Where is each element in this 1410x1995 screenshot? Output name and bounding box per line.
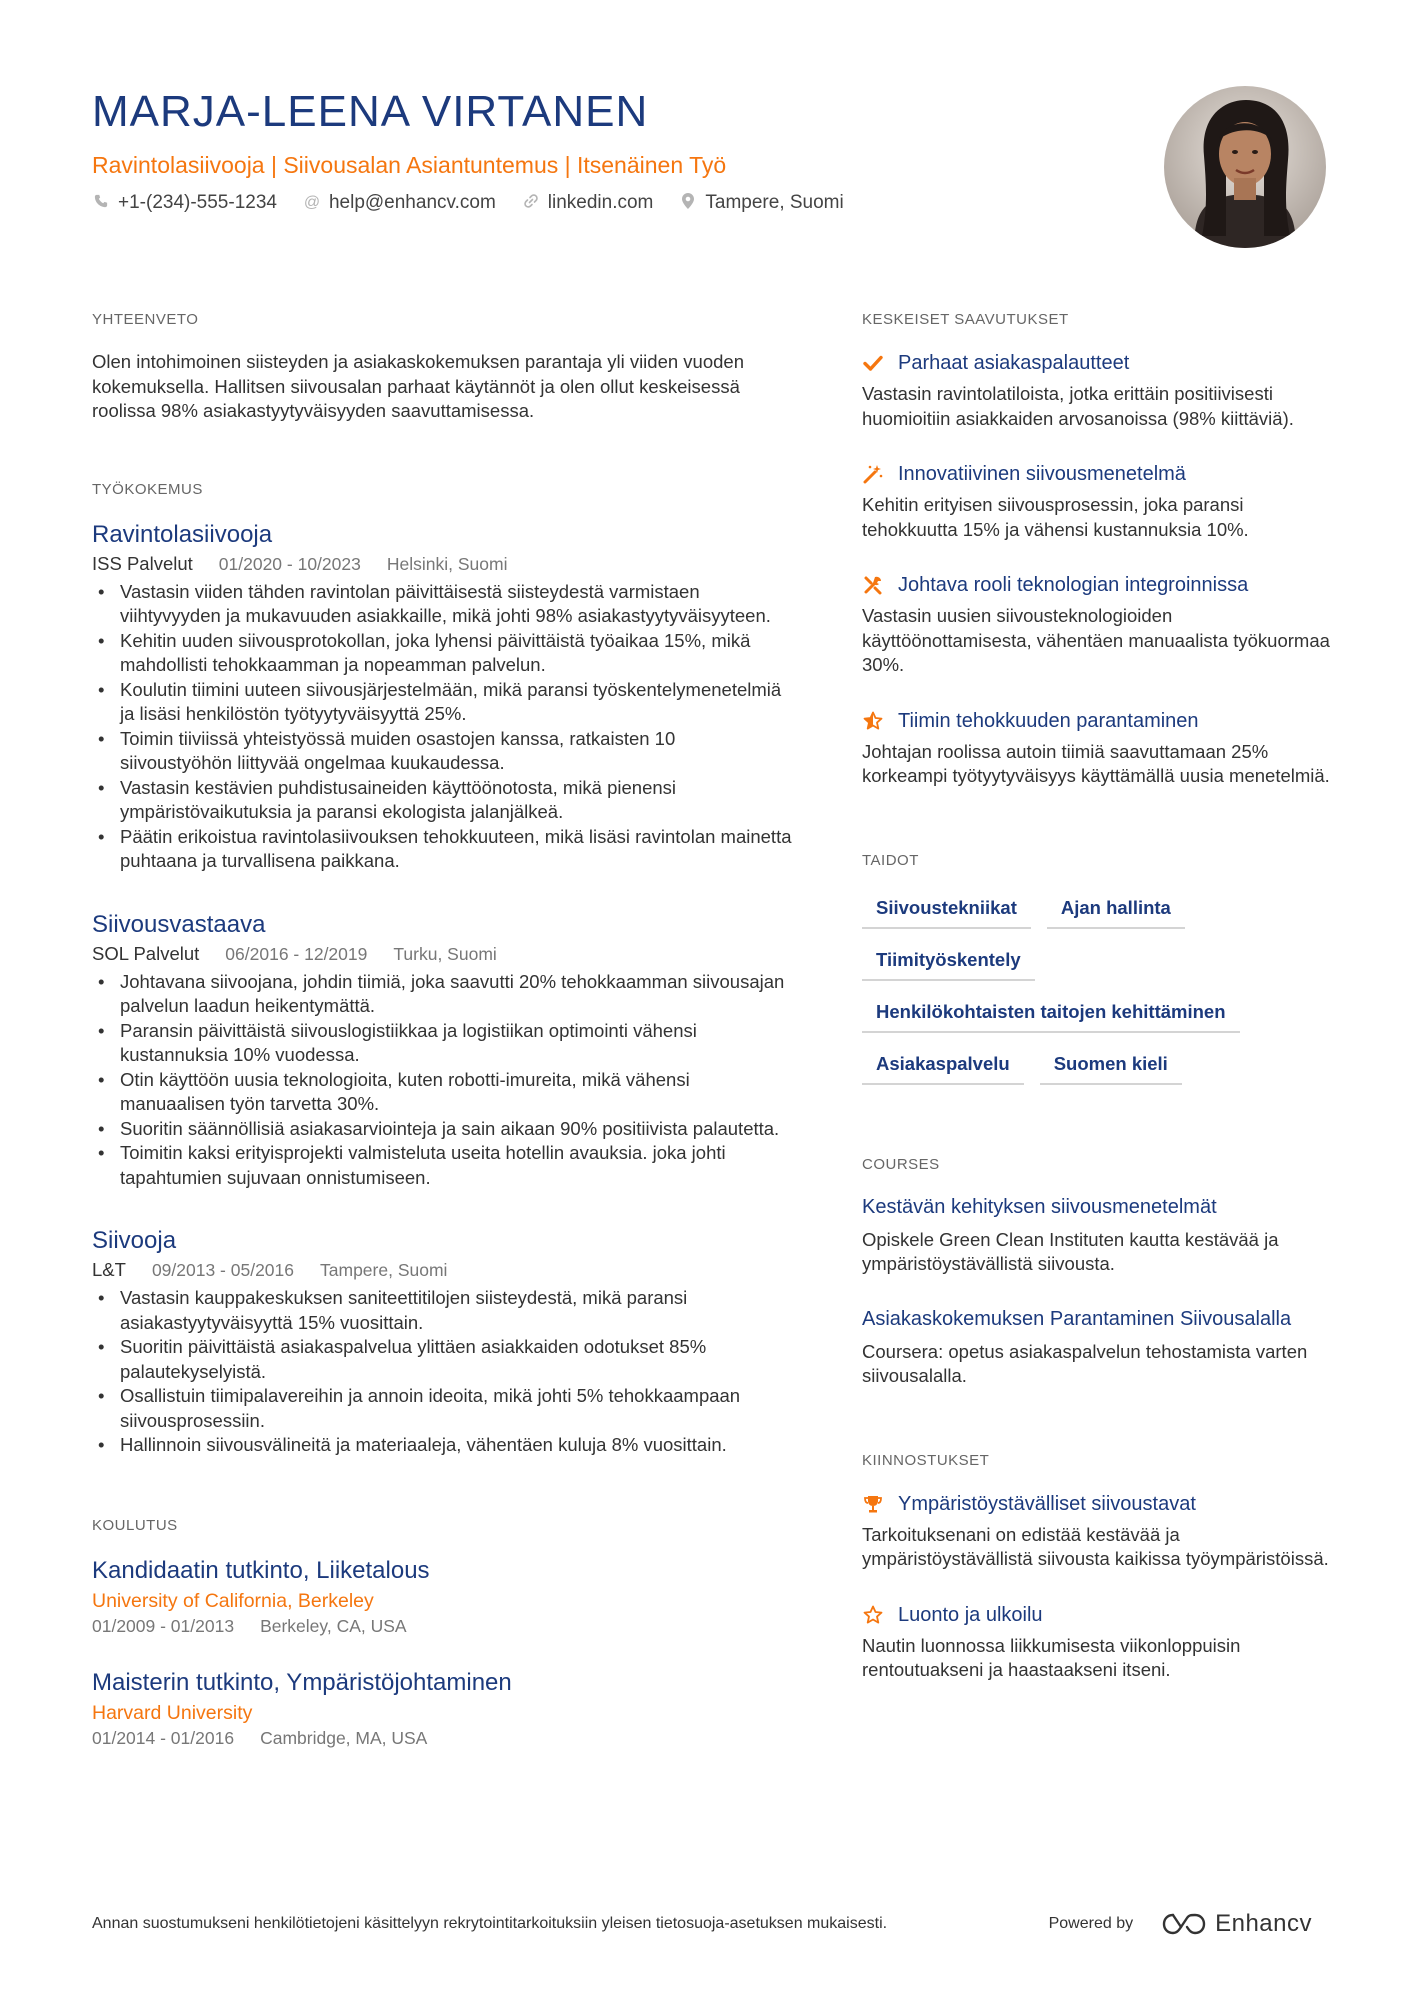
education-degree: Kandidaatin tutkinto, Liiketalous: [92, 1556, 430, 1584]
achievement-title: Innovatiivinen siivousmenetelmä: [898, 463, 1186, 485]
job-location: Helsinki, Suomi: [386, 553, 508, 574]
education-entry: [92, 1556, 792, 1638]
summary-heading: YHTEENVETO: [92, 311, 199, 328]
profile-photo: [1164, 86, 1326, 248]
job-bullet: • Vastasin kestävien puhdistusaineiden käyttöönotosta, mikä pienensi ympäristövaikutuksia ja paransi ekologista jalanjälkeä.: [92, 776, 792, 825]
star-outline-icon: [862, 1604, 884, 1626]
job-dates: 09/2013 - 05/2016: [151, 1260, 295, 1280]
education-dates: 01/2009 - 01/2013: [92, 1615, 235, 1636]
course-item: [862, 1307, 1332, 1389]
job-bullet: • Hallinnoin siivousvälineitä ja materiaaleja, vähentäen kuluja 8% vuosittain.: [92, 1433, 792, 1458]
job-bullets: [92, 580, 792, 874]
email-address: help@enhancv.com: [328, 192, 496, 213]
achievement-title: Parhaat asiakaspalautteet: [898, 352, 1130, 374]
checkmark-icon: [862, 352, 884, 374]
job-company: SOL Palvelut: [92, 942, 200, 964]
summary-text: Olen intohimoinen siisteyden ja asiakaskokemuksen parantaja yli viiden vuoden kokemuksella. Hallitsen siivousalan parhaat käytännöt ja olen ollut keskeisessä roolissa 98% asiakastyytyväisyyden saavuttamisessa.: [92, 351, 744, 421]
achievement-desc: Kehitin erityisen siivousprosessin, joka paransi tehokkuutta 15% ja vähensi kustannuksia 10%.: [862, 494, 1249, 540]
job-location: Turku, Suomi: [393, 943, 497, 964]
candidate-headline: Ravintolasiivooja | Siivousalan Asiantuntemus | Itsenäinen Työ: [92, 152, 727, 178]
skill-tag: Asiakaspalvelu: [862, 1045, 1024, 1085]
job-meta: [92, 1258, 792, 1282]
job-bullet: • Johtavana siivoojana, johdin tiimiä, joka saavutti 20% tehokkaamman siivousajan palvelun laadun heikentymättä.: [92, 970, 792, 1019]
skills-list: [862, 889, 1332, 1097]
interests-heading: KIINNOSTUKSET: [862, 1451, 990, 1469]
left-column: [92, 310, 792, 1750]
skill-tag: Tiimityöskentely: [862, 941, 1035, 981]
powered-by[interactable]: [1049, 1910, 1312, 1938]
contact-row: [92, 192, 1152, 214]
job-bullet: • Toimin tiiviissä yhteistyössä muiden osastojen kanssa, ratkaisten 10 siivoustyöhön liittyvää ongelmaa kuukaudessa.: [92, 727, 792, 776]
achievements-heading: KESKEISET SAAVUTUKSET: [862, 311, 1069, 328]
brand-name: Enhancv: [1215, 1910, 1312, 1937]
skill-tag: Suomen kieli: [1040, 1045, 1182, 1085]
job-title: Ravintolasiivooja: [92, 520, 273, 548]
contact-location: [679, 192, 843, 214]
job-meta: [92, 942, 792, 966]
achievement-title: Tiimin tehokkuuden parantaminen: [898, 709, 1199, 732]
trophy-icon: [862, 1493, 884, 1515]
job-bullet: • Vastasin viiden tähden ravintolan päivittäisestä siisteydestä varmistaen viihtyvyyden ja mukavuuden asiakkaille, mikä johti 98% asiakastyytyväisyyteen.: [92, 580, 792, 629]
job-dates: 01/2020 - 10/2023: [218, 553, 361, 574]
interest-item: [862, 1491, 1332, 1572]
achievement-item: [862, 350, 1332, 431]
contact-linkedin[interactable]: [522, 192, 654, 214]
tools-icon: [862, 574, 884, 596]
contact-email[interactable]: [303, 192, 496, 214]
skill-tag: Siivoustekniikat: [862, 889, 1031, 929]
achievement-item: [862, 708, 1332, 789]
footer: [92, 1910, 1312, 1938]
courses-section: [862, 1155, 1332, 1389]
job-bullet: • Paransin päivittäistä siivouslogistiikkaa ja logistiikan optimointi vähensi kustannuksia 10% vuodessa.: [92, 1019, 792, 1068]
education-school: University of California, Berkeley: [92, 1589, 374, 1612]
enhancv-logo-icon: [1161, 1912, 1207, 1936]
skill-tag: Ajan hallinta: [1047, 889, 1185, 929]
course-desc: Opiskele Green Clean Instituten kautta kestävää ja ympäristöystävällistä siivousta.: [862, 1228, 1279, 1274]
gdpr-consent-note: Annan suostumukseni henkilötietojeni käsittelyyn rekrytointitarkoituksiin yleisen tietosuoja-asetuksen mukaisesti.: [92, 1915, 888, 1932]
job-meta: [92, 552, 792, 576]
job-company: L&T: [92, 1259, 126, 1280]
course-item: [862, 1195, 1332, 1277]
enhancv-logo: [1161, 1910, 1312, 1938]
interests-section: [862, 1451, 1332, 1683]
right-column: [862, 310, 1332, 1683]
education-section: [92, 1516, 792, 1750]
education-heading: KOULUTUS: [92, 1516, 178, 1534]
achievement-desc: Johtajan roolissa autoin tiimiä saavuttamaan 25% korkeampi työtyytyväisyys käyttämällä uusia menetelmiä.: [862, 740, 1330, 786]
achievements-section: [862, 310, 1332, 789]
interest-item: [862, 1602, 1332, 1683]
job-title: Siivousvastaava: [92, 910, 266, 938]
location-pin-icon: [679, 193, 697, 214]
job-bullet: • Suoritin päivittäistä asiakaspalvelua ylittäen asiakkaiden odotukset 85% palautekyselyistä.: [92, 1335, 792, 1384]
job-entry: [92, 910, 792, 1191]
job-bullet: • Vastasin kauppakeskuksen saniteettitilojen siisteydestä, mikä paransi asiakastyytyväisyyttä 15% vuosittain.: [92, 1286, 792, 1335]
experience-heading: TYÖKOKEMUS: [92, 480, 203, 498]
course-desc: Coursera: opetus asiakaspalvelun tehostamista varten siivousalalla.: [862, 1340, 1308, 1386]
achievement-title: Johtava rooli teknologian integroinnissa: [898, 574, 1249, 596]
phone-number: +1-(234)-555-1234: [118, 192, 277, 213]
job-bullets: [92, 970, 792, 1191]
job-bullet: • Otin käyttöön uusia teknologioita, kuten robotti-imureita, mikä vähensi manuaalisen työn tarvetta 30%.: [92, 1068, 792, 1117]
courses-heading: COURSES: [862, 1155, 940, 1173]
job-entry: [92, 1226, 792, 1458]
link-icon: [522, 193, 540, 214]
location-text: Tampere, Suomi: [705, 192, 844, 213]
job-entry: [92, 520, 792, 874]
education-meta: [92, 1614, 792, 1638]
star-half-icon: [862, 710, 884, 732]
resume-header: [92, 86, 1152, 214]
powered-by-label: Powered by: [1048, 1915, 1134, 1932]
job-bullet: • Osallistuin tiimipalavereihin ja annoin ideoita, mikä johti 5% tehokkaampaan siivousprosessiin.: [92, 1384, 792, 1433]
education-meta: [92, 1726, 792, 1750]
education-entry: [92, 1668, 792, 1750]
education-school: Harvard University: [92, 1701, 253, 1724]
job-bullets: [92, 1286, 792, 1458]
candidate-name: MARJA-LEENA VIRTANEN: [92, 87, 649, 136]
job-company: ISS Palvelut: [92, 552, 193, 574]
course-title: Kestävän kehityksen siivousmenetelmät: [862, 1195, 1217, 1218]
job-bullet: • Kehitin uuden siivousprotokollan, joka lyhensi päivittäistä työaikaa 15%, mikä mahdollisti tehokkaamman ja nopeamman palvelun.: [92, 629, 792, 678]
phone-icon: [92, 194, 110, 213]
job-bullet: • Suoritin säännöllisiä asiakasarviointeja ja sain aikaan 90% positiivista palautetta.: [92, 1117, 792, 1142]
education-location: Cambridge, MA, USA: [260, 1727, 428, 1748]
job-title: Siivooja: [92, 1227, 177, 1254]
interest-desc: Nautin luonnossa liikkumisesta viikonloppuisin rentoutuakseni ja haastaakseni itseni.: [862, 1634, 1241, 1680]
skills-section: [862, 851, 1332, 1097]
magic-wand-icon: [862, 463, 884, 485]
experience-section: [92, 480, 792, 1458]
job-location: Tampere, Suomi: [320, 1260, 448, 1280]
course-title: Asiakaskokemuksen Parantaminen Siivousalalla: [862, 1307, 1292, 1330]
education-dates: 01/2014 - 01/2016: [92, 1727, 235, 1748]
contact-phone[interactable]: [92, 192, 277, 214]
summary-section: [92, 310, 792, 424]
job-bullet: • Päätin erikoistua ravintolasiivouksen tehokkuuteen, mikä lisäsi ravintolan mainetta puhtaana ja turvallisena paikkana.: [92, 825, 792, 874]
achievement-desc: Vastasin uusien siivousteknologioiden käyttöönottamisesta, vähentäen manuaalista työkuormaa 30%.: [862, 605, 1330, 675]
achievement-desc: Vastasin ravintolatiloista, jotka erittäin positiivisesti huomioitiin asiakkaiden arvosanoissa (98% kiittäviä).: [862, 383, 1294, 429]
education-location: Berkeley, CA, USA: [260, 1615, 407, 1636]
skill-tag: Henkilökohtaisten taitojen kehittäminen: [862, 993, 1240, 1033]
education-degree: Maisterin tutkinto, Ympäristöjohtaminen: [92, 1668, 512, 1696]
interest-title: Ympäristöystävälliset siivoustavat: [898, 1492, 1196, 1515]
achievement-item: [862, 572, 1332, 678]
linkedin-url: linkedin.com: [547, 192, 654, 213]
job-bullet: • Koulutin tiimini uuteen siivousjärjestelmään, mikä paransi työskentelymenetelmiä ja lisäsi henkilöstön työtyytyväisyyttä 25%.: [92, 678, 792, 727]
at-sign-icon: @: [303, 194, 321, 211]
job-dates: 06/2016 - 12/2019: [225, 943, 368, 964]
job-bullet: • Toimitin kaksi erityisprojekti valmisteluta useita hotellin avauksia. joka johti tapahtumien sujuvaan onnistumiseen.: [92, 1141, 792, 1190]
skills-heading: TAIDOT: [862, 851, 919, 869]
interest-title: Luonto ja ulkoilu: [898, 1603, 1043, 1626]
achievement-item: [862, 461, 1332, 542]
interest-desc: Tarkoituksenani on edistää kestävää ja ympäristöystävällistä siivousta kaikissa työympäristöissä.: [862, 1523, 1329, 1569]
